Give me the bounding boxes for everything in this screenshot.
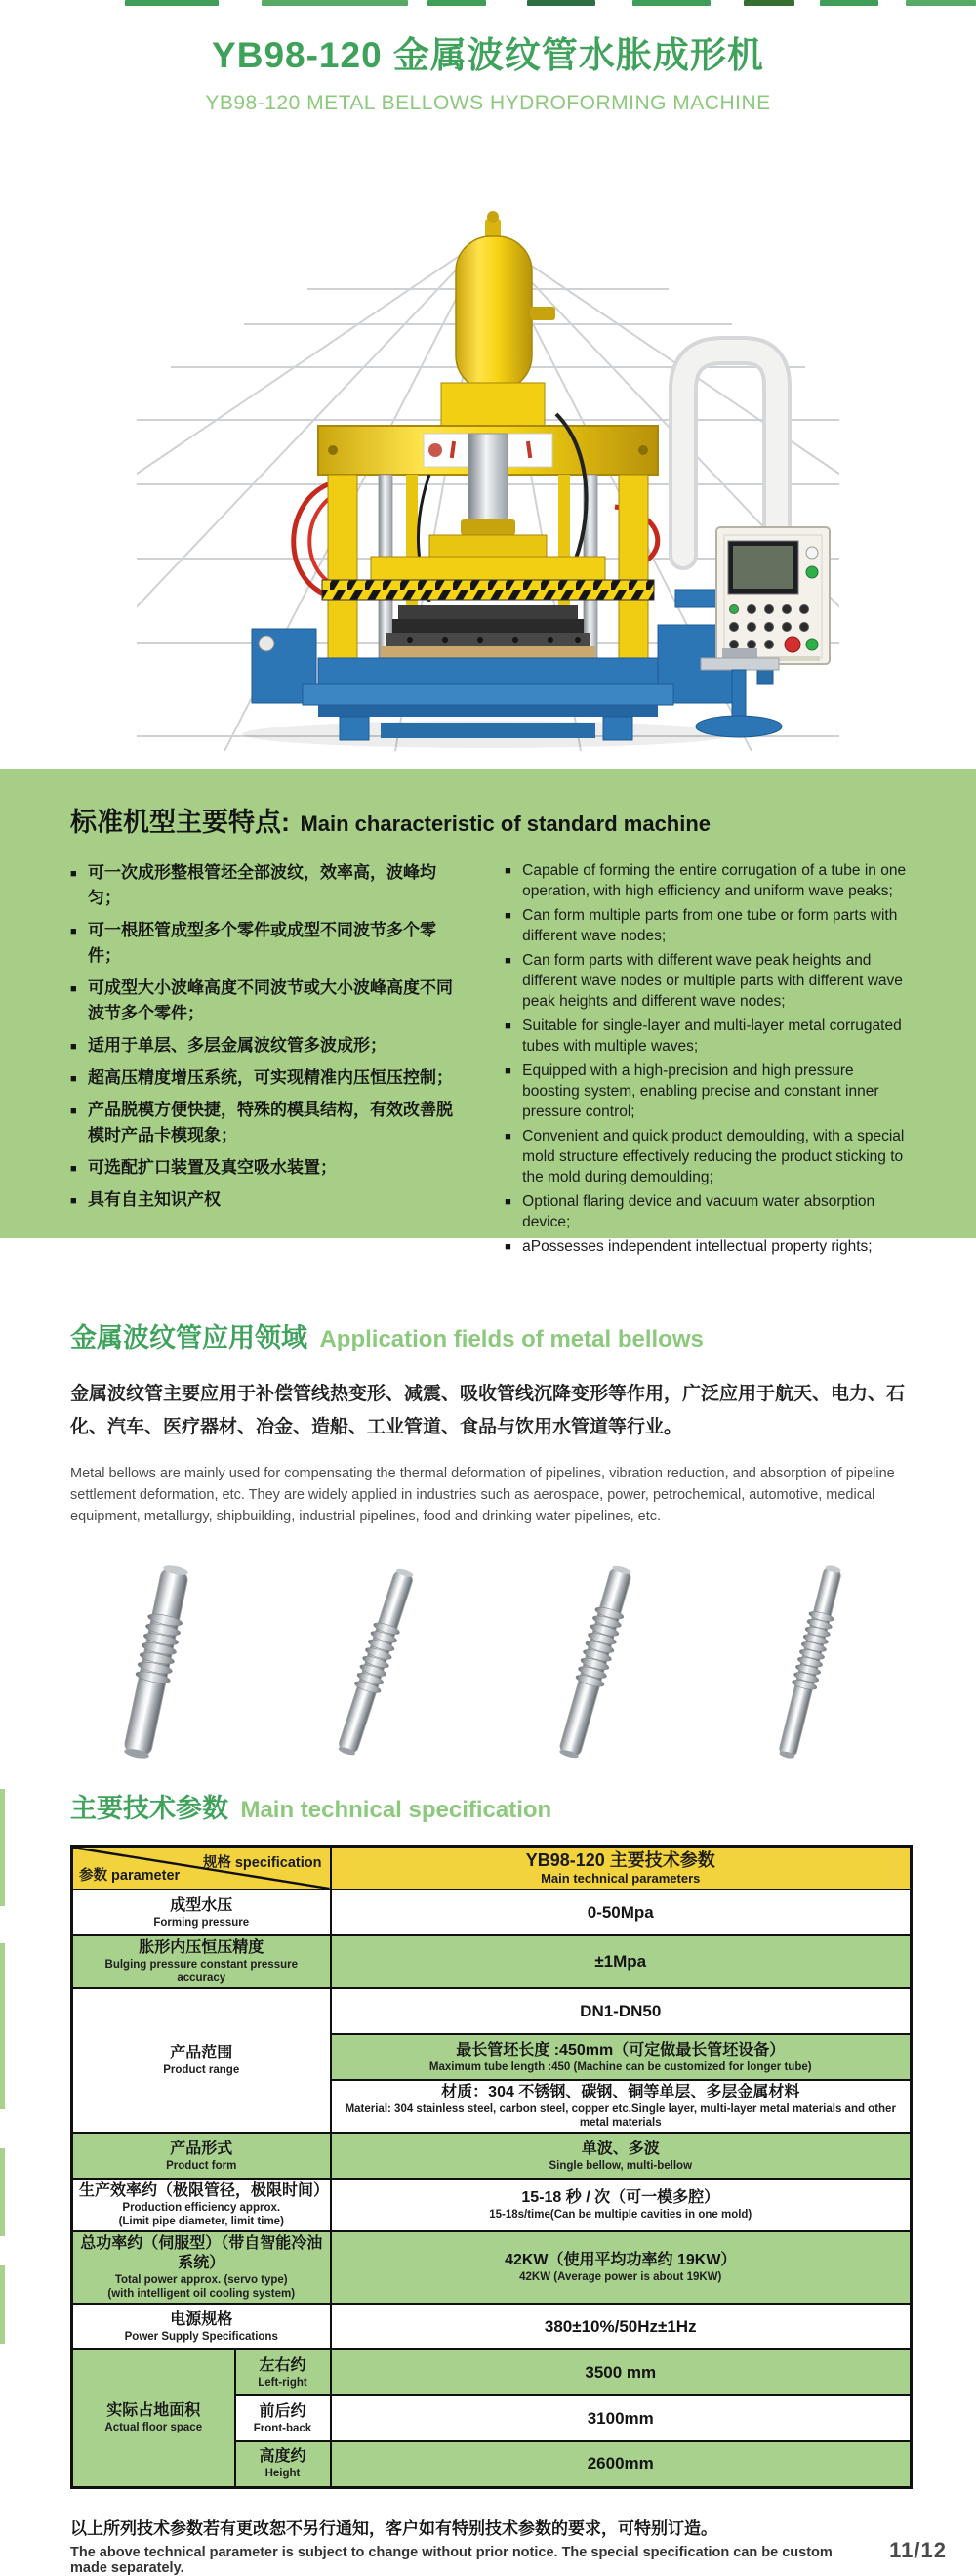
spec-row-forming [72, 1890, 912, 1935]
spec-label-cell: 实际占地面积 Actual floor space [72, 2349, 235, 2487]
spec-value-cell: 最长管坯长度 :450mm（可定做最长管坯设备） Maximum tube length :450 (Machine can be customized for longer tube) [331, 2034, 912, 2080]
top-edge-artifacts [0, 0, 976, 8]
spec-heading [70, 1787, 906, 1825]
spec-table [70, 1845, 913, 2489]
disclaimer-zh: 以上所列技术参数若有更改恕不另行通知，客户如有特别技术参数的要求，可特别订造。 [70, 2518, 717, 2538]
spec-row-efficiency [72, 2179, 912, 2231]
spec-value-cell: 0-50Mpa [331, 1890, 912, 1935]
spec-header-row [72, 1847, 912, 1890]
corner-label-specification: 规格 specification [202, 1855, 322, 1871]
spec-value-cell: 42KW（使用平均功率约 19KW） 42KW (Average power is about 19KW) [331, 2231, 912, 2304]
feature-item: ■ Equipped with a high-precision and high pressure boosting system, enabling precise and constant inner pressure control; [505, 1060, 914, 1122]
features-box [0, 769, 976, 1255]
feature-item: ■ 适用于单层、多层金属波纹管多波成形； [70, 1033, 468, 1059]
feature-item: ■ 超高压精度增压系统，可实现精准内压恒压控制； [70, 1065, 468, 1091]
spec-value-cell: 3500 mm [331, 2349, 912, 2395]
bellows-tube-4 [774, 1563, 846, 1761]
spec-label-cell: 产品范围 Product range [72, 1988, 331, 2133]
features-heading-en: Main characteristic of standard machine [300, 811, 712, 836]
spec-row-form [72, 2133, 912, 2179]
feature-item: ■ 产品脱模方便快捷，特殊的模具结构，有效改善脱模时产品卡模现象； [70, 1098, 468, 1148]
spec-value-cell: 材质：304 不锈钢、碳钢、铜等单层、多层金属材料 Material: 304 stainless steel, carbon steel, copper etc.Single layer, multi-layer metal materials and other metal materials [331, 2080, 912, 2133]
application-heading-zh: 金属波纹管应用领域 [70, 1323, 307, 1352]
spec-value-cell: 单波、多波 Single bellow, multi-bellow [331, 2133, 912, 2179]
features-heading [70, 801, 914, 839]
spec-sublabel-cell: 高度约 Height [235, 2441, 331, 2487]
bellows-samples-image [0, 1560, 976, 1764]
application-paragraph-zh: 金属波纹管主要应用于补偿管线热变形、减震、吸收管线沉降变形等作用，广泛应用于航天、电力、石化、汽车、医疗器材、冶金、造船、工业管道、食品与饮用水管道等行业。 [70, 1384, 906, 1437]
spec-value-cell: 3100mm [331, 2395, 912, 2441]
feature-item: ■ 可一根胚管成型多个零件或成型不同波节多个零件； [70, 918, 468, 969]
feature-item: ■ aPossesses independent intellectual property rights; [505, 1236, 914, 1257]
page-number: 11/12 [889, 2537, 947, 2562]
bellows-tube-2 [333, 1566, 419, 1759]
bellows-samples-figure [0, 1560, 976, 1764]
feature-item: ■ Can form parts with different wave peak heights and different wave nodes or multiple parts with different wave peak heights and different wave nodes; [505, 950, 914, 1012]
spec-value-cell: 2600mm [331, 2441, 912, 2487]
spec-value-cell: 15-18 秒 / 次（可一模多腔） 15-18s/time(Can be multiple cavities in one mold) [331, 2179, 912, 2231]
page-title: YB98-120 金属波纹管水胀成形机 [212, 35, 764, 75]
corner-label-parameter: 参数 parameter [79, 1868, 181, 1884]
spec-label-cell: 胀形内压恒压精度 Bulging pressure constant pressure accuracy [72, 1935, 331, 1988]
page-footer [0, 2514, 976, 2576]
page-header [0, 0, 976, 115]
feature-item: ■ Capable of forming the entire corrugation of a tube in one operation, with high efficiency and uniform wave peaks; [505, 860, 914, 901]
application-heading-en: Application fields of metal bellows [319, 1326, 704, 1352]
spec-sublabel-cell: 前后约 Front-back [235, 2395, 331, 2441]
feature-item: ■ 具有自主知识产权 [70, 1187, 468, 1213]
feature-item: ■ Suitable for single-layer and multi-layer metal corrugated tubes with multiple waves; [505, 1016, 914, 1057]
spec-value-cell: 380±10%/50Hz±1Hz [331, 2304, 912, 2349]
spec-label-cell: 成型水压 Forming pressure [72, 1890, 331, 1935]
feature-item: ■ 可选配扩口装置及真空吸水装置； [70, 1155, 468, 1181]
control-panel [716, 527, 830, 664]
spec-header-cell: YB98-120 主要技术参数 Main technical parameters [331, 1847, 912, 1890]
application-paragraph-en: Metal bellows are mainly used for compensating the thermal deformation of pipelines, vibration reduction, and absorption of pipeline settlement deformation, etc. They are widely applied in industries such as aerospace, power, petrochemical, automotive, medical equipment, metallurgy, shipbuilding, industrial pipelines, food and drinking water pipelines, etc. [70, 1466, 895, 1524]
spec-row-range-dn [72, 1988, 912, 2034]
feature-item: ■ Convenient and quick product demoulding, with a special mold structure effectively reducing the product sticking to the mold during demoulding; [505, 1126, 914, 1187]
feature-item: ■ Can form multiple parts from one tube or form parts with different wave nodes; [505, 905, 914, 946]
spec-section [0, 1787, 976, 2489]
spec-row-floor-lr [72, 2349, 912, 2395]
spec-sublabel-cell: 左右约 Left-right [235, 2349, 331, 2395]
spec-heading-zh: 主要技术参数 [70, 1794, 228, 1823]
spec-label-cell: 电源规格 Power Supply Specifications [72, 2304, 331, 2349]
feature-item: ■ 可成型大小波峰高度不同波节或大小波峰高度不同波节多个零件； [70, 976, 468, 1026]
spec-row-supply [72, 2304, 912, 2349]
page-subtitle: YB98-120 METAL BELLOWS HYDROFORMING MACHINE [205, 92, 771, 114]
disclaimer-en: The above technical parameter is subject to change without prior notice. The special specification can be custom made separately. [70, 2544, 833, 2576]
spec-heading-en: Main technical specification [240, 1797, 552, 1823]
spec-row-bulging [72, 1935, 912, 1988]
spec-value-cell: DN1-DN50 [331, 1988, 912, 2034]
spec-label-cell: 产品形式 Product form [72, 2133, 331, 2179]
spec-label-cell: 总功率约（伺服型）（带自智能冷油系统） Total power approx. (servo type) (with intelligent oil cooling system) [72, 2231, 331, 2304]
spec-row-power [72, 2231, 912, 2304]
machine-photo [137, 121, 839, 751]
machine-photo-figure [137, 121, 839, 756]
feature-item: ■ Optional flaring device and vacuum water absorption device; [505, 1191, 914, 1232]
features-list-en [505, 860, 914, 1261]
bellows-tube-3 [554, 1563, 637, 1761]
feature-item: ■ 可一次成形整根管坯全部波纹，效率高，波峰均匀； [70, 860, 468, 911]
application-section [0, 1316, 976, 1527]
features-list-zh [70, 860, 468, 1261]
spec-corner-cell [72, 1847, 331, 1890]
spec-value-cell: ±1Mpa [331, 1935, 912, 1988]
spec-label-cell: 生产效率约（极限管径，极限时间） Production efficiency approx. (Limit pipe diameter, limit time) [72, 2179, 331, 2231]
bellows-tube-1 [119, 1562, 194, 1761]
features-heading-zh: 标准机型主要特点: [70, 808, 290, 837]
application-heading [70, 1316, 906, 1354]
